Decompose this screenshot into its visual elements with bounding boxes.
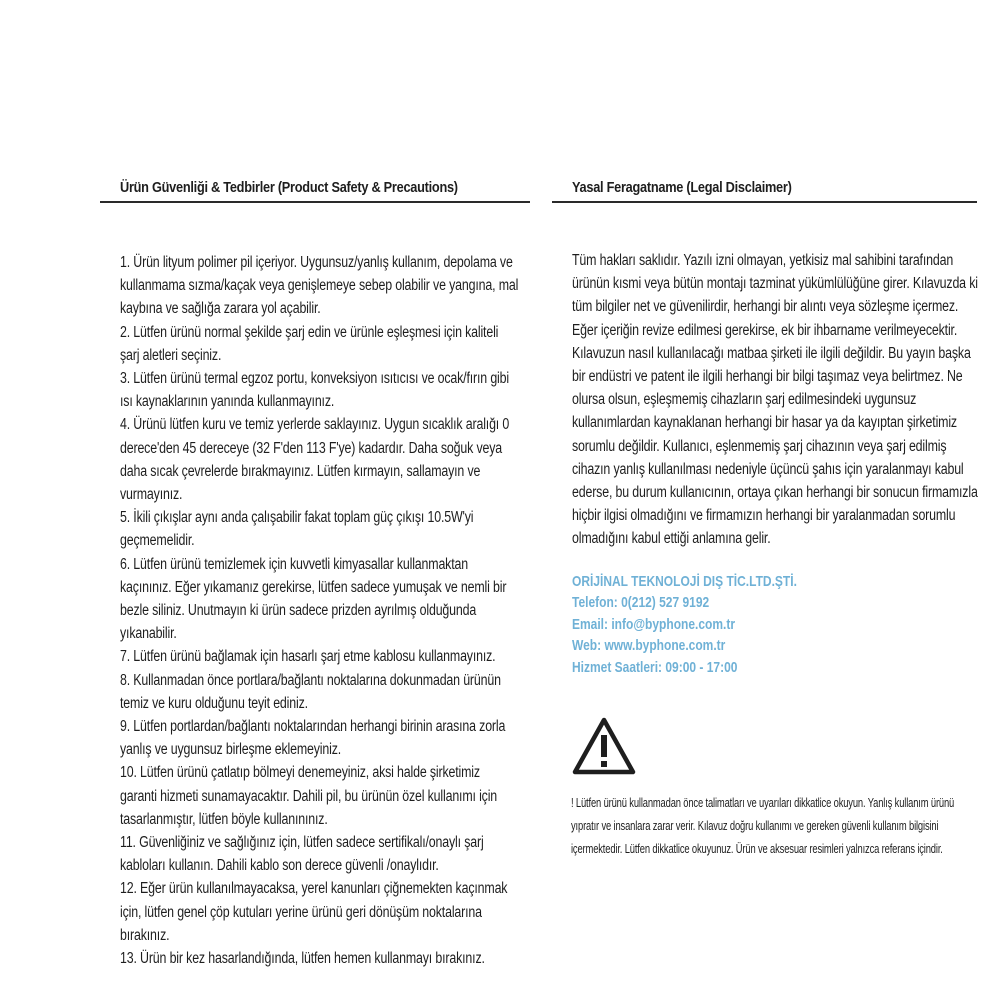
product-safety-divider	[100, 201, 530, 203]
safety-item: 11. Güvenliğiniz ve sağlığınız için, lütfen sadece sertifikalı/onaylı şarj kabloları kullanın. Dahili kablo son derece güvenli /onaylıdır.	[120, 834, 484, 875]
legal-disclaimer-divider	[552, 201, 977, 203]
safety-item: 2. Lütfen ürünü normal şekilde şarj edin ve ürünle eşleşmesi için kaliteli şarj aletleri seçiniz.	[120, 323, 499, 364]
safety-item: 3. Lütfen ürünü termal egzoz portu, konveksiyon ısıtıcısı ve ocak/fırın gibi ısı kaynaklarının yanında kullanmayınız.	[120, 370, 509, 411]
contact-phone: Telefon: 0(212) 527 9192	[572, 594, 710, 612]
contact-web: Web: www.byphone.com.tr	[572, 637, 726, 655]
product-safety-heading: Ürün Güvenliği & Tedbirler (Product Safety & Precautions)	[120, 180, 458, 196]
legal-disclaimer-heading: Yasal Feragatname (Legal Disclaimer)	[572, 180, 792, 196]
safety-item: 6. Lütfen ürünü temizlemek için kuvvetli kimyasallar kullanmaktan kaçınınız. Eğer yıkamanız gerekirse, lütfen sadece yumuşak ve nemli bir bezle siliniz. Unutmayın ki ürün sadece prizden ayrılmış olduğunda yıkanabilir.	[120, 555, 507, 643]
safety-item: 1. Ürün lityum polimer pil içeriyor. Uygunsuz/yanlış kullanım, depolama ve kullanmama sızma/kaçak veya genişlemeye sebep olabilir ve yangına, mal kaybına ve sağlığa zarara yol açabilir.	[120, 254, 519, 318]
warning-text: ! Lütfen ürünü kullanmadan önce talimatları ve uyarıları dikkatlice okuyun. Yanlış kullanım ürünü yıpratır ve insanlara zarar verir. Kılavuz doğru kullanımı ve gereken güvenli kullanım bilgisini içermektedir. Lütfen dikkatlice okuyunuz. Ürün ve aksesuar resimleri yalnızca referans içindir.	[571, 796, 955, 856]
contact-email: Email: info@byphone.com.tr	[572, 615, 736, 633]
warning-triangle-icon	[571, 716, 637, 776]
safety-item: 7. Lütfen ürünü bağlamak için hasarlı şarj etme kablosu kullanmayınız.	[120, 648, 496, 666]
contact-hours: Hizmet Saatleri: 09:00 - 17:00	[572, 658, 738, 676]
safety-item: 8. Kullanmadan önce portlara/bağlantı noktalarına dokunmadan ürünün temiz ve kuru olduğunu teyit ediniz.	[120, 671, 501, 712]
product-safety-section	[100, 178, 530, 970]
safety-item: 4. Ürünü lütfen kuru ve temiz yerlerde saklayınız. Uygun sıcaklık aralığı 0 derece'den 45 dereceye (32 F'den 113 F'ye) kadardır. Daha soğuk veya daha sıcak çevrelerde bırakmayınız. Lütfen kırmayın, sallamayın ve vurmayınız.	[120, 416, 510, 504]
company-name: ORİJİNAL TEKNOLOJİ DIŞ TİC.LTD.ŞTİ.	[572, 572, 797, 590]
legal-disclaimer-section	[552, 178, 982, 678]
safety-item: 5. İkili çıkışlar aynı anda çalışabilir fakat toplam güç çıkışı 10.5W'yi geçmemelidir.	[120, 509, 474, 550]
contact-info	[572, 571, 908, 679]
safety-item: 12. Eğer ürün kullanılmayacaksa, yerel kanunları çiğnemekten kaçınmak için, lütfen genel çöp kutuları yerine ürünü geri dönüşüm noktalarına bırakınız.	[120, 880, 508, 944]
safety-item: 13. Ürün bir kez hasarlandığında, lütfen hemen kullanmayı bırakınız.	[120, 950, 485, 968]
legal-disclaimer-text: Tüm hakları saklıdır. Yazılı izni olmayan, yetkisiz mal sahibini tarafından ürünün kısmi veya bütün montajı tazminat yükümlülüğüne girer. Kılavuzda ki tüm bilgiler net ve güvenilirdir, herhangi bir alıntı veya sözleşme içermez. Eğer içeriğin revize edilmesi gerekirse, ek bir ihbarname verilmeyecektir. Kılavuzun nasıl kullanılacağı matbaa şirketi ile ilgili değildir. Bu yayın başka bir endüstri ve patent ile ilgili herhangi bir bilgi taşımaz veya belirtmez. Ne olursa olsun, eşleşmemiş cihazların şarj edilmesindeki uygunsuz kullanımlardan kaynaklanan herhangi bir hasar ya da kayıptan şirketimiz sorumlu değildir. Kullanıcı, eşlenmemiş şarj cihazının veya şarj edilmiş cihazın yanlış kullanılması nedeniyle üçüncü şahıs için yaralanmayı kabul ederse, bu durum kullanıcının, ortaya çıkan herhangi bir sonucun firmamızla hiçbir ilgisi olmadığını ve firmamızın herhangi bir yaralanmadan sorumlu olmadığını kabul ettiği anlamına gelir.	[572, 252, 978, 548]
safety-item: 10. Lütfen ürünü çatlatıp bölmeyi denemeyiniz, aksi halde şirketimiz garanti hizmeti sunamayacaktır. Dahili pil, bu ürünün özel kullanımı için tasarlanmıştır, lütfen böyle kullanınınız.	[120, 764, 498, 828]
safety-list	[120, 251, 520, 970]
safety-item: 9. Lütfen portlardan/bağlantı noktalarından herhangi birinin arasına zorla yanlış ve uygunsuz birleşme eklemeyiniz.	[120, 718, 506, 759]
